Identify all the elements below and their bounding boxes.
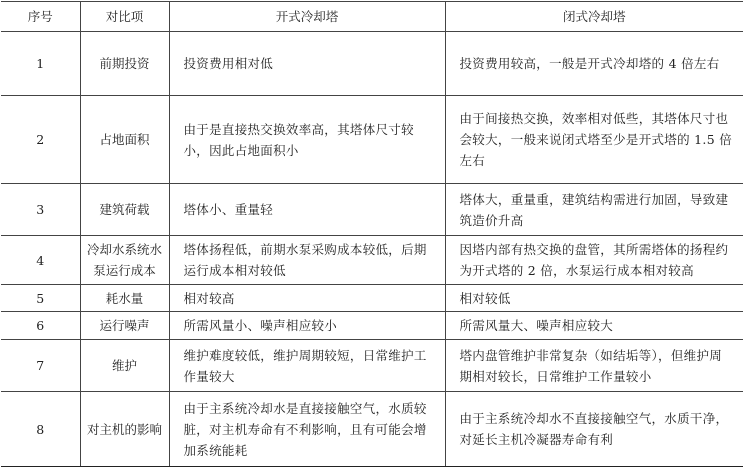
- row-item: 占地面积: [80, 96, 169, 184]
- row-closed-tower: 塔体大，重量重，建筑结构需进行加固，导致建筑造价升高: [445, 184, 743, 236]
- row-item: 维护: [80, 340, 169, 392]
- table-row: [1, 392, 743, 467]
- row-closed-tower: 投资费用较高，一般是开式冷却塔的 4 倍左右: [445, 32, 743, 96]
- table-body: [1, 32, 743, 467]
- row-index: 7: [1, 340, 80, 392]
- row-closed-tower: 塔内盘管维护非常复杂（如结垢等），但维护周期相对较长，日常维护工作量较小: [445, 340, 743, 392]
- row-index: 3: [1, 184, 80, 236]
- row-index: 8: [1, 392, 80, 467]
- row-open-tower: 塔体小、重量轻: [169, 184, 445, 236]
- header-index: 序号: [1, 2, 80, 32]
- row-open-tower: 塔体扬程低，前期水泵采购成本较低，后期运行成本相对较低: [169, 236, 445, 285]
- row-closed-tower: 由于主系统冷却水不直接接触空气，水质干净，对延长主机冷凝器寿命有利: [445, 392, 743, 467]
- row-item: 耗水量: [80, 285, 169, 312]
- header-row: [1, 2, 743, 32]
- row-item: 运行噪声: [80, 312, 169, 340]
- row-closed-tower: 相对较低: [445, 285, 743, 312]
- row-index: 4: [1, 236, 80, 285]
- row-open-tower: 由于主系统冷却水是直接接触空气，水质较脏，对主机寿命有不利影响，且有可能会增加系统能耗: [169, 392, 445, 467]
- header-open-tower: 开式冷却塔: [169, 2, 445, 32]
- row-item: 冷却水系统水泵运行成本: [80, 236, 169, 285]
- row-open-tower: 维护难度较低，维护周期较短，日常维护工作量较大: [169, 340, 445, 392]
- table-row: [1, 285, 743, 312]
- table-row: [1, 184, 743, 236]
- row-index: 5: [1, 285, 80, 312]
- table-header: [1, 2, 743, 32]
- row-item: 对主机的影响: [80, 392, 169, 467]
- row-open-tower: 所需风量小、噪声相应较小: [169, 312, 445, 340]
- row-open-tower: 由于是直接热交换效率高，其塔体尺寸较小，因此占地面积小: [169, 96, 445, 184]
- row-index: 6: [1, 312, 80, 340]
- header-closed-tower: 闭式冷却塔: [445, 2, 743, 32]
- row-item: 建筑荷载: [80, 184, 169, 236]
- table-row: [1, 96, 743, 184]
- header-item: 对比项: [80, 2, 169, 32]
- row-closed-tower: 因塔内部有热交换的盘管，其所需塔体的扬程约为开式塔的 2 倍，水泵运行成本相对较高: [445, 236, 743, 285]
- comparison-table: [1, 1, 743, 467]
- table-row: [1, 340, 743, 392]
- row-open-tower: 投资费用相对低: [169, 32, 445, 96]
- table-row: [1, 236, 743, 285]
- row-closed-tower: 由于间接热交换，效率相对低些，其塔体尺寸也会较大，一般来说闭式塔至少是开式塔的 1.5 倍左右: [445, 96, 743, 184]
- row-closed-tower: 所需风量大、噪声相应较大: [445, 312, 743, 340]
- row-index: 1: [1, 32, 80, 96]
- table-row: [1, 312, 743, 340]
- row-open-tower: 相对较高: [169, 285, 445, 312]
- row-item: 前期投资: [80, 32, 169, 96]
- row-index: 2: [1, 96, 80, 184]
- table-row: [1, 32, 743, 96]
